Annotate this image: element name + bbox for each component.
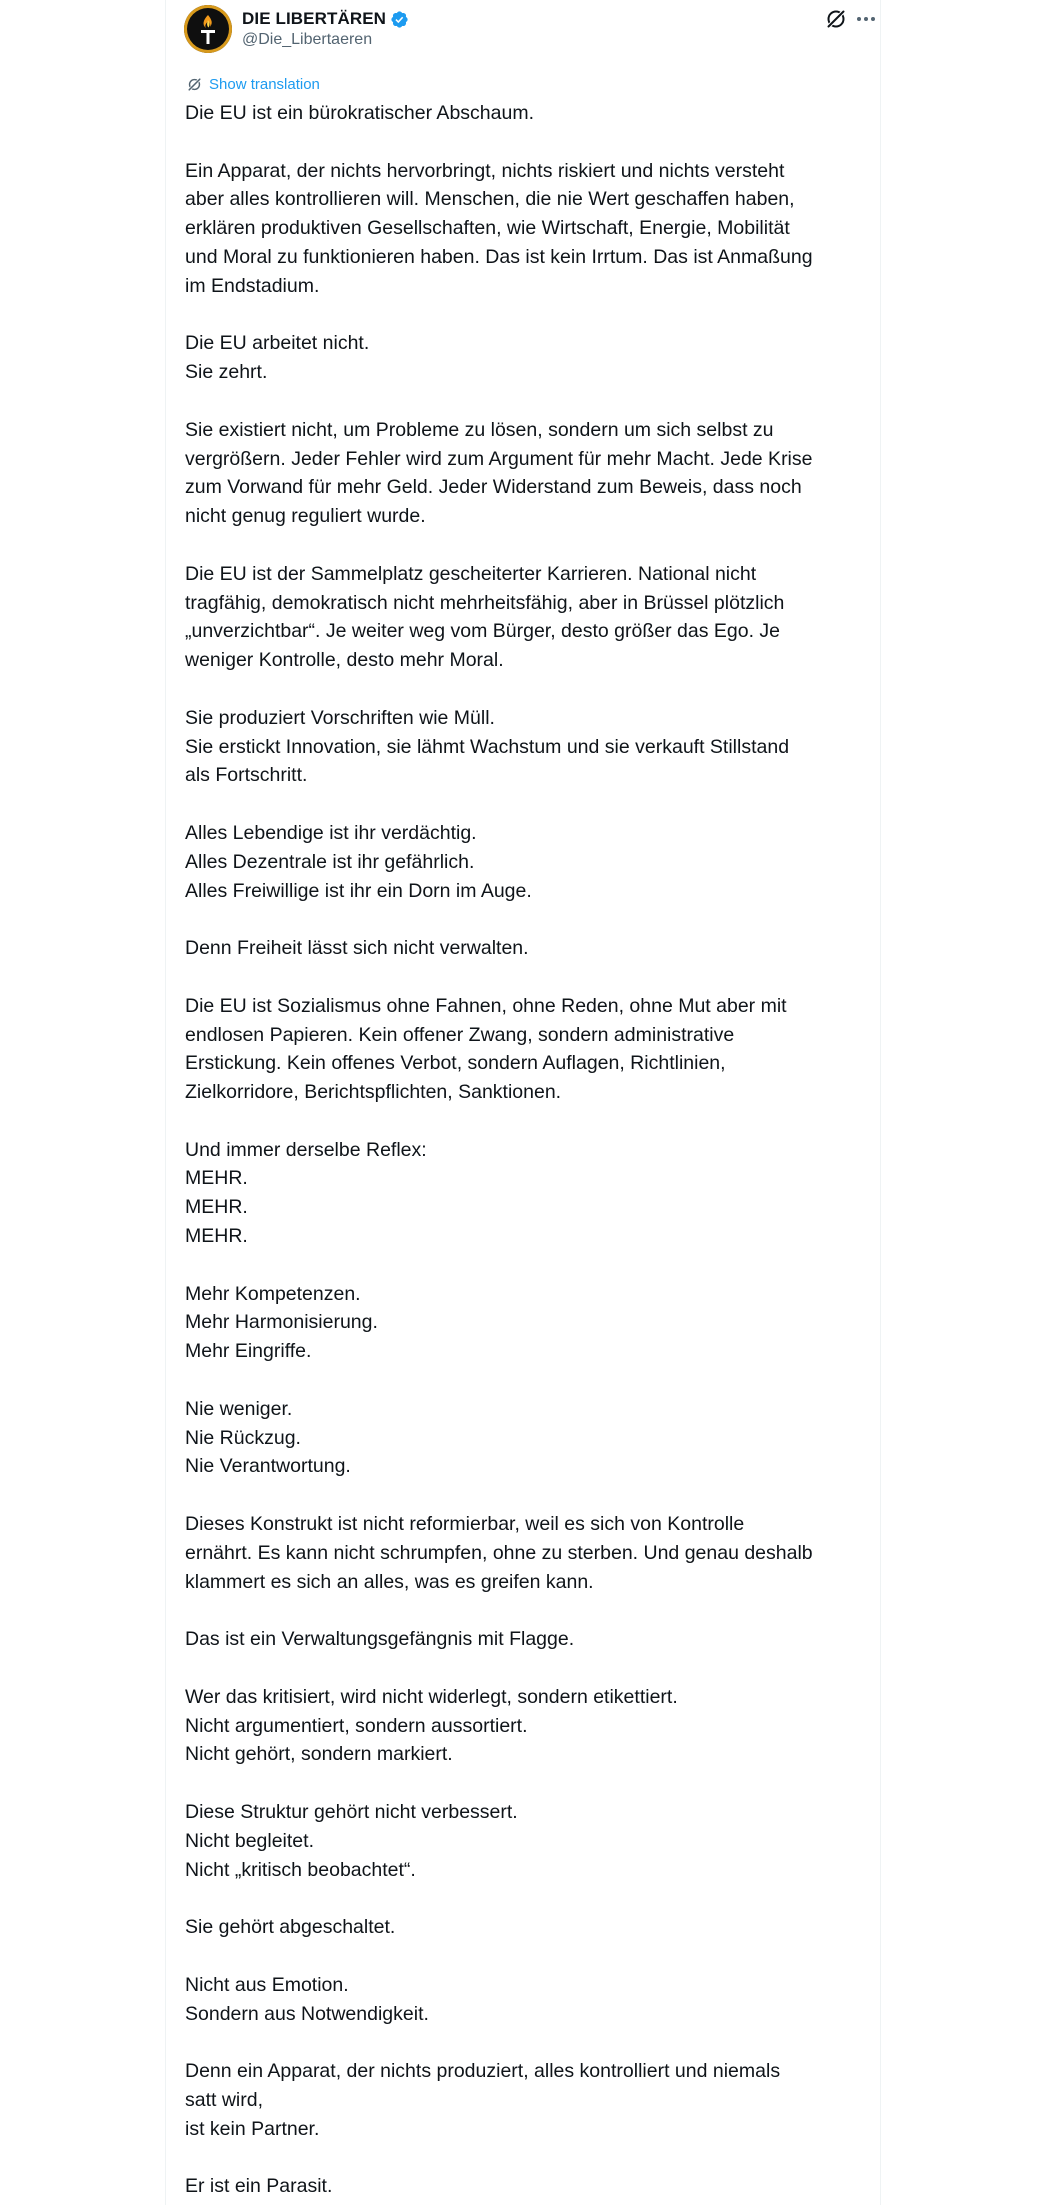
tweet-line: klammert es sich an alles, was es greifen kann. <box>185 1570 594 1593</box>
tweet-paragraph <box>185 1395 865 1481</box>
tweet-line: aber alles kontrollieren will. Menschen, die nie Wert geschaffen haben, <box>185 188 795 211</box>
tweet-paragraph <box>185 1625 865 1654</box>
tweet-text <box>185 99 865 2205</box>
tweet-line: Alles Dezentrale ist ihr gefährlich. <box>185 850 475 873</box>
avatar[interactable] <box>184 5 232 53</box>
tweet-line: Nicht „kritisch beobachtet“. <box>185 1858 416 1881</box>
tweet-paragraph <box>185 1136 865 1251</box>
tweet-line: Sie existiert nicht, um Probleme zu lösen, sondern um sich selbst zu <box>185 418 774 441</box>
tweet-line: Nie Rückzug. <box>185 1426 301 1449</box>
tweet-line: ernährt. Es kann nicht schrumpfen, ohne zu sterben. Und genau deshalb <box>185 1541 813 1564</box>
tweet-line: Nie Verantwortung. <box>185 1455 351 1478</box>
tweet-paragraph <box>185 329 865 387</box>
tweet-line: Die EU ist Sozialismus ohne Fahnen, ohne Reden, ohne Mut aber mit <box>185 994 787 1017</box>
tweet-line: Dieses Konstrukt ist nicht reformierbar, weil es sich von Kontrolle <box>185 1513 745 1536</box>
tweet-paragraph <box>185 157 865 301</box>
tweet-line: vergrößern. Jeder Fehler wird zum Argument für mehr Macht. Jede Krise <box>185 447 813 470</box>
tweet-paragraph <box>185 2172 865 2201</box>
more-dots-icon <box>854 7 878 31</box>
tweet-paragraph <box>185 99 865 128</box>
tweet-line: MEHR. <box>185 1225 248 1248</box>
tweet-line: Nicht argumentiert, sondern aussortiert. <box>185 1714 528 1737</box>
show-translation-link[interactable] <box>186 76 320 93</box>
tweet-line: Die EU arbeitet nicht. <box>185 332 370 355</box>
torch-logo-icon <box>188 9 228 49</box>
tweet-line: Sondern aus Notwendigkeit. <box>185 2002 429 2025</box>
tweet-line: satt wird, <box>185 2088 264 2111</box>
tweet-card <box>165 0 881 2205</box>
tweet-paragraph <box>185 1971 865 2029</box>
tweet-paragraph <box>185 1280 865 1366</box>
tweet-line: Nicht aus Emotion. <box>185 1973 349 1996</box>
more-options-button[interactable] <box>854 7 878 31</box>
tweet-line: Mehr Harmonisierung. <box>185 1311 378 1334</box>
tweet-paragraph <box>185 992 865 1107</box>
tweet-line: Diese Struktur gehört nicht verbessert. <box>185 1801 518 1824</box>
tweet-line: erklären produktiven Gesellschaften, wie Wirtschaft, Energie, Mobilität <box>185 217 790 240</box>
tweet-paragraph <box>185 1798 865 1884</box>
tweet-paragraph <box>185 1683 865 1769</box>
tweet-line: als Fortschritt. <box>185 764 308 787</box>
tweet-line: Nie weniger. <box>185 1397 293 1420</box>
tweet-line: MEHR. <box>185 1196 248 1219</box>
tweet-line: Mehr Eingriffe. <box>185 1340 312 1363</box>
tweet-paragraph <box>185 1913 865 1942</box>
tweet-line: Mehr Kompetenzen. <box>185 1282 361 1305</box>
tweet-paragraph <box>185 704 865 790</box>
tweet-line: endlosen Papieren. Kein offener Zwang, sondern administrative <box>185 1023 735 1046</box>
tweet-line: und Moral zu funktionieren haben. Das ist kein Irrtum. Das ist Anmaßung <box>185 245 813 268</box>
tweet-paragraph <box>185 1510 865 1596</box>
tweet-paragraph <box>185 416 865 531</box>
tweet-line: Nicht gehört, sondern markiert. <box>185 1743 453 1766</box>
author-handle[interactable]: @Die_Libertaeren <box>242 31 373 48</box>
tweet-line: Die EU ist ein bürokratischer Abschaum. <box>185 102 534 124</box>
grok-button[interactable] <box>824 7 848 31</box>
author-info <box>242 8 409 49</box>
verified-badge-icon <box>390 10 409 29</box>
tweet-line: MEHR. <box>185 1167 248 1190</box>
tweet-line: weniger Kontrolle, desto mehr Moral. <box>185 649 504 672</box>
tweet-line: Zielkorridore, Berichtspflichten, Sanktionen. <box>185 1081 562 1104</box>
tweet-line: im Endstadium. <box>185 274 320 297</box>
tweet-line: Das ist ein Verwaltungsgefängnis mit Flagge. <box>185 1628 575 1651</box>
author-display-name[interactable]: DIE LIBERTÄREN <box>242 9 387 28</box>
tweet-line: Sie erstickt Innovation, sie lähmt Wachstum und sie verkauft Stillstand <box>185 735 790 758</box>
tweet-line: Wer das kritisiert, wird nicht widerlegt, sondern etikettiert. <box>185 1685 678 1708</box>
tweet-line: Denn ein Apparat, der nichts produziert, alles kontrolliert und niemals <box>185 2060 781 2083</box>
tweet-line: tragfähig, demokratisch nicht mehrheitsfähig, aber in Brüssel plötzlich <box>185 591 785 614</box>
tweet-line: Und immer derselbe Reflex: <box>185 1138 427 1161</box>
tweet-paragraph <box>185 819 865 905</box>
tweet-line: Sie produziert Vorschriften wie Müll. <box>185 706 495 729</box>
grok-icon <box>824 7 848 31</box>
tweet-line: ist kein Partner. <box>185 2117 320 2140</box>
tweet-paragraph <box>185 934 865 963</box>
tweet-line: Denn Freiheit lässt sich nicht verwalten. <box>185 937 529 960</box>
tweet-line: nicht genug reguliert wurde. <box>185 505 426 528</box>
tweet-line: zum Vorwand für mehr Geld. Jeder Widerstand zum Beweis, dass noch <box>185 476 802 499</box>
tweet-line: Sie gehört abgeschaltet. <box>185 1916 396 1939</box>
tweet-paragraph <box>185 2057 865 2143</box>
tweet-line: Ein Apparat, der nichts hervorbringt, nichts riskiert und nichts versteht <box>185 159 785 182</box>
tweet-line: „unverzichtbar“. Je weiter weg vom Bürger, desto größer das Ego. Je <box>185 620 781 643</box>
tweet-line: Die EU ist der Sammelplatz gescheiterter Karrieren. National nicht <box>185 562 757 585</box>
tweet-line: Sie zehrt. <box>185 361 268 384</box>
translate-icon <box>186 76 203 93</box>
tweet-paragraph <box>185 560 865 675</box>
tweet-header <box>184 5 864 55</box>
tweet-line: Nicht begleitet. <box>185 1829 314 1852</box>
tweet-line: Er ist ein Parasit. <box>185 2175 333 2198</box>
tweet-line: Alles Lebendige ist ihr verdächtig. <box>185 821 477 844</box>
tweet-line: Alles Freiwillige ist ihr ein Dorn im Auge. <box>185 879 532 902</box>
show-translation-label: Show translation <box>209 76 320 93</box>
tweet-line: Erstickung. Kein offenes Verbot, sondern Auflagen, Richtlinien, <box>185 1052 726 1075</box>
